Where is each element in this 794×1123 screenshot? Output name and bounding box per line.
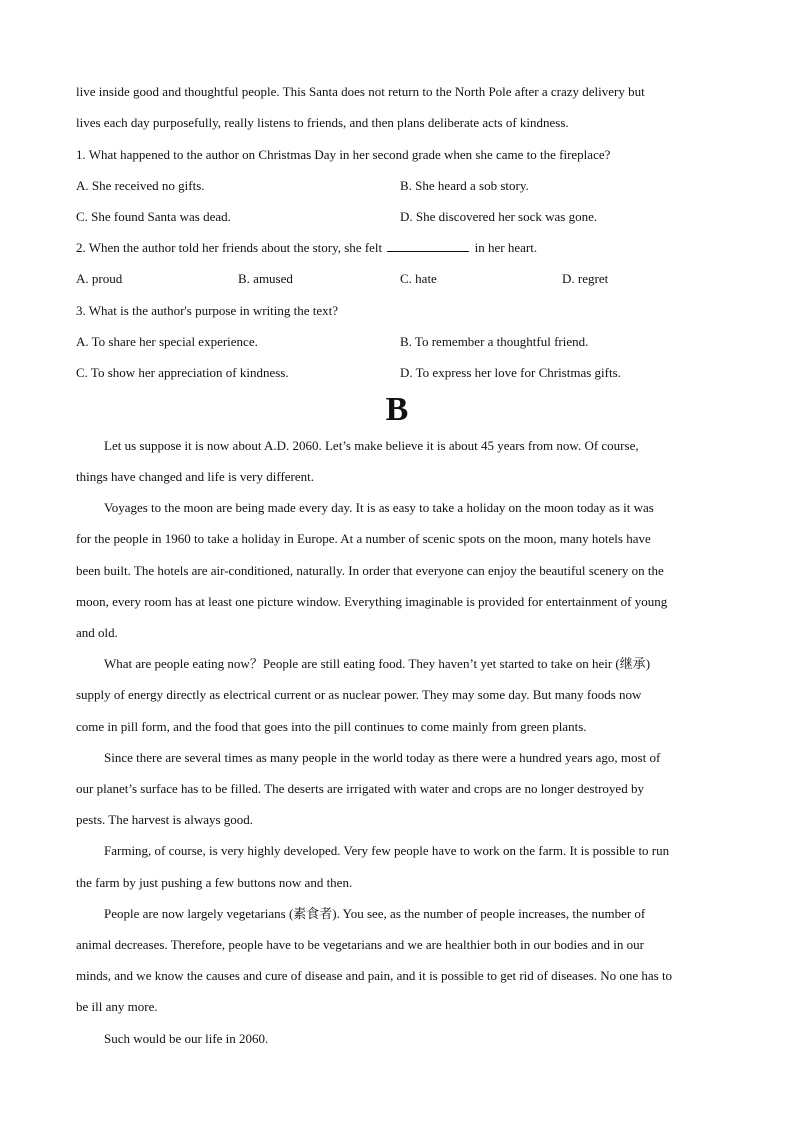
passage-line: Voyages to the moon are being made every day. It is as easy to take a holiday on the moon today as it was — [104, 500, 654, 515]
intro-line-2: lives each day purposefully, really listens to friends, and then plans deliberate acts of kindness. — [76, 115, 569, 130]
q2-option-a: A. proud — [76, 271, 123, 286]
section-heading: B — [385, 391, 409, 428]
question-3: 3. What is the author's purpose in writing the text? — [76, 303, 339, 318]
q2-option-c: C. hate — [400, 271, 437, 286]
passage-line: the farm by just pushing a few buttons now and then. — [76, 875, 353, 890]
passage-line: What are people eating now？People are still eating food. They haven’t yet started to take on heir (继承) — [104, 656, 651, 671]
passage-line: Farming, of course, is very highly developed. Very few people have to work on the farm. It is possible to run — [104, 843, 670, 858]
passage-line: Since there are several times as many people in the world today as there were a hundred years ago, most of — [104, 750, 661, 765]
q2-option-d: D. regret — [562, 271, 609, 286]
answer-blank — [387, 240, 469, 252]
q1-option-d: D. She discovered her sock was gone. — [400, 209, 598, 224]
q3-option-b: B. To remember a thoughtful friend. — [400, 334, 589, 349]
q3-option-d: D. To express her love for Christmas gifts. — [400, 365, 621, 380]
passage-line: People are now largely vegetarians (素食者). You see, as the number of people increases, the number of — [104, 906, 646, 921]
question-1: 1. What happened to the author on Christmas Day in her second grade when she came to the fireplace? — [76, 147, 611, 162]
question-2-text-after: in her heart. — [474, 240, 538, 255]
passage-line: supply of energy directly as electrical current or as nuclear power. They may some day. But many foods now — [76, 687, 642, 702]
passage-line: our planet’s surface has to be filled. The deserts are irrigated with water and crops are no longer destroyed by — [76, 781, 644, 796]
q1-option-a: A. She received no gifts. — [76, 178, 205, 193]
intro-line-1: live inside good and thoughtful people. This Santa does not return to the North Pole after a crazy delivery but — [76, 84, 645, 99]
passage-line: for the people in 1960 to take a holiday in Europe. At a number of scenic spots on the moon, many hotels have — [76, 531, 651, 546]
q3-option-c: C. To show her appreciation of kindness. — [76, 365, 289, 380]
question-2-text-before: 2. When the author told her friends about the story, she felt — [76, 240, 383, 255]
q1-option-c: C. She found Santa was dead. — [76, 209, 231, 224]
passage-line: minds, and we know the causes and cure of disease and pain, and it is possible to get rid of diseases. No one has to — [76, 968, 673, 983]
passage-line: Such would be our life in 2060. — [104, 1031, 269, 1046]
passage-line: and old. — [76, 625, 118, 640]
question-2 — [76, 240, 721, 256]
q3-option-a: A. To share her special experience. — [76, 334, 258, 349]
passage-line: pests. The harvest is always good. — [76, 812, 254, 827]
passage-line: come in pill form, and the food that goes into the pill continues to come mainly from green plants. — [76, 719, 587, 734]
passage-line: animal decreases. Therefore, people have to be vegetarians and we are healthier both in our bodies and in our — [76, 937, 644, 952]
passage-line: be ill any more. — [76, 999, 158, 1014]
passage-line: things have changed and life is very different. — [76, 469, 315, 484]
q2-option-b: B. amused — [238, 271, 293, 286]
passage-line: been built. The hotels are air-conditioned, naturally. In order that everyone can enjoy the beautiful scenery on the — [76, 563, 664, 578]
passage-line: Let us suppose it is now about A.D. 2060. Let’s make believe it is about 45 years from now. Of course, — [104, 438, 639, 453]
passage-line: moon, every room has at least one picture window. Everything imaginable is provided for entertainment of young — [76, 594, 668, 609]
q1-option-b: B. She heard a sob story. — [400, 178, 529, 193]
